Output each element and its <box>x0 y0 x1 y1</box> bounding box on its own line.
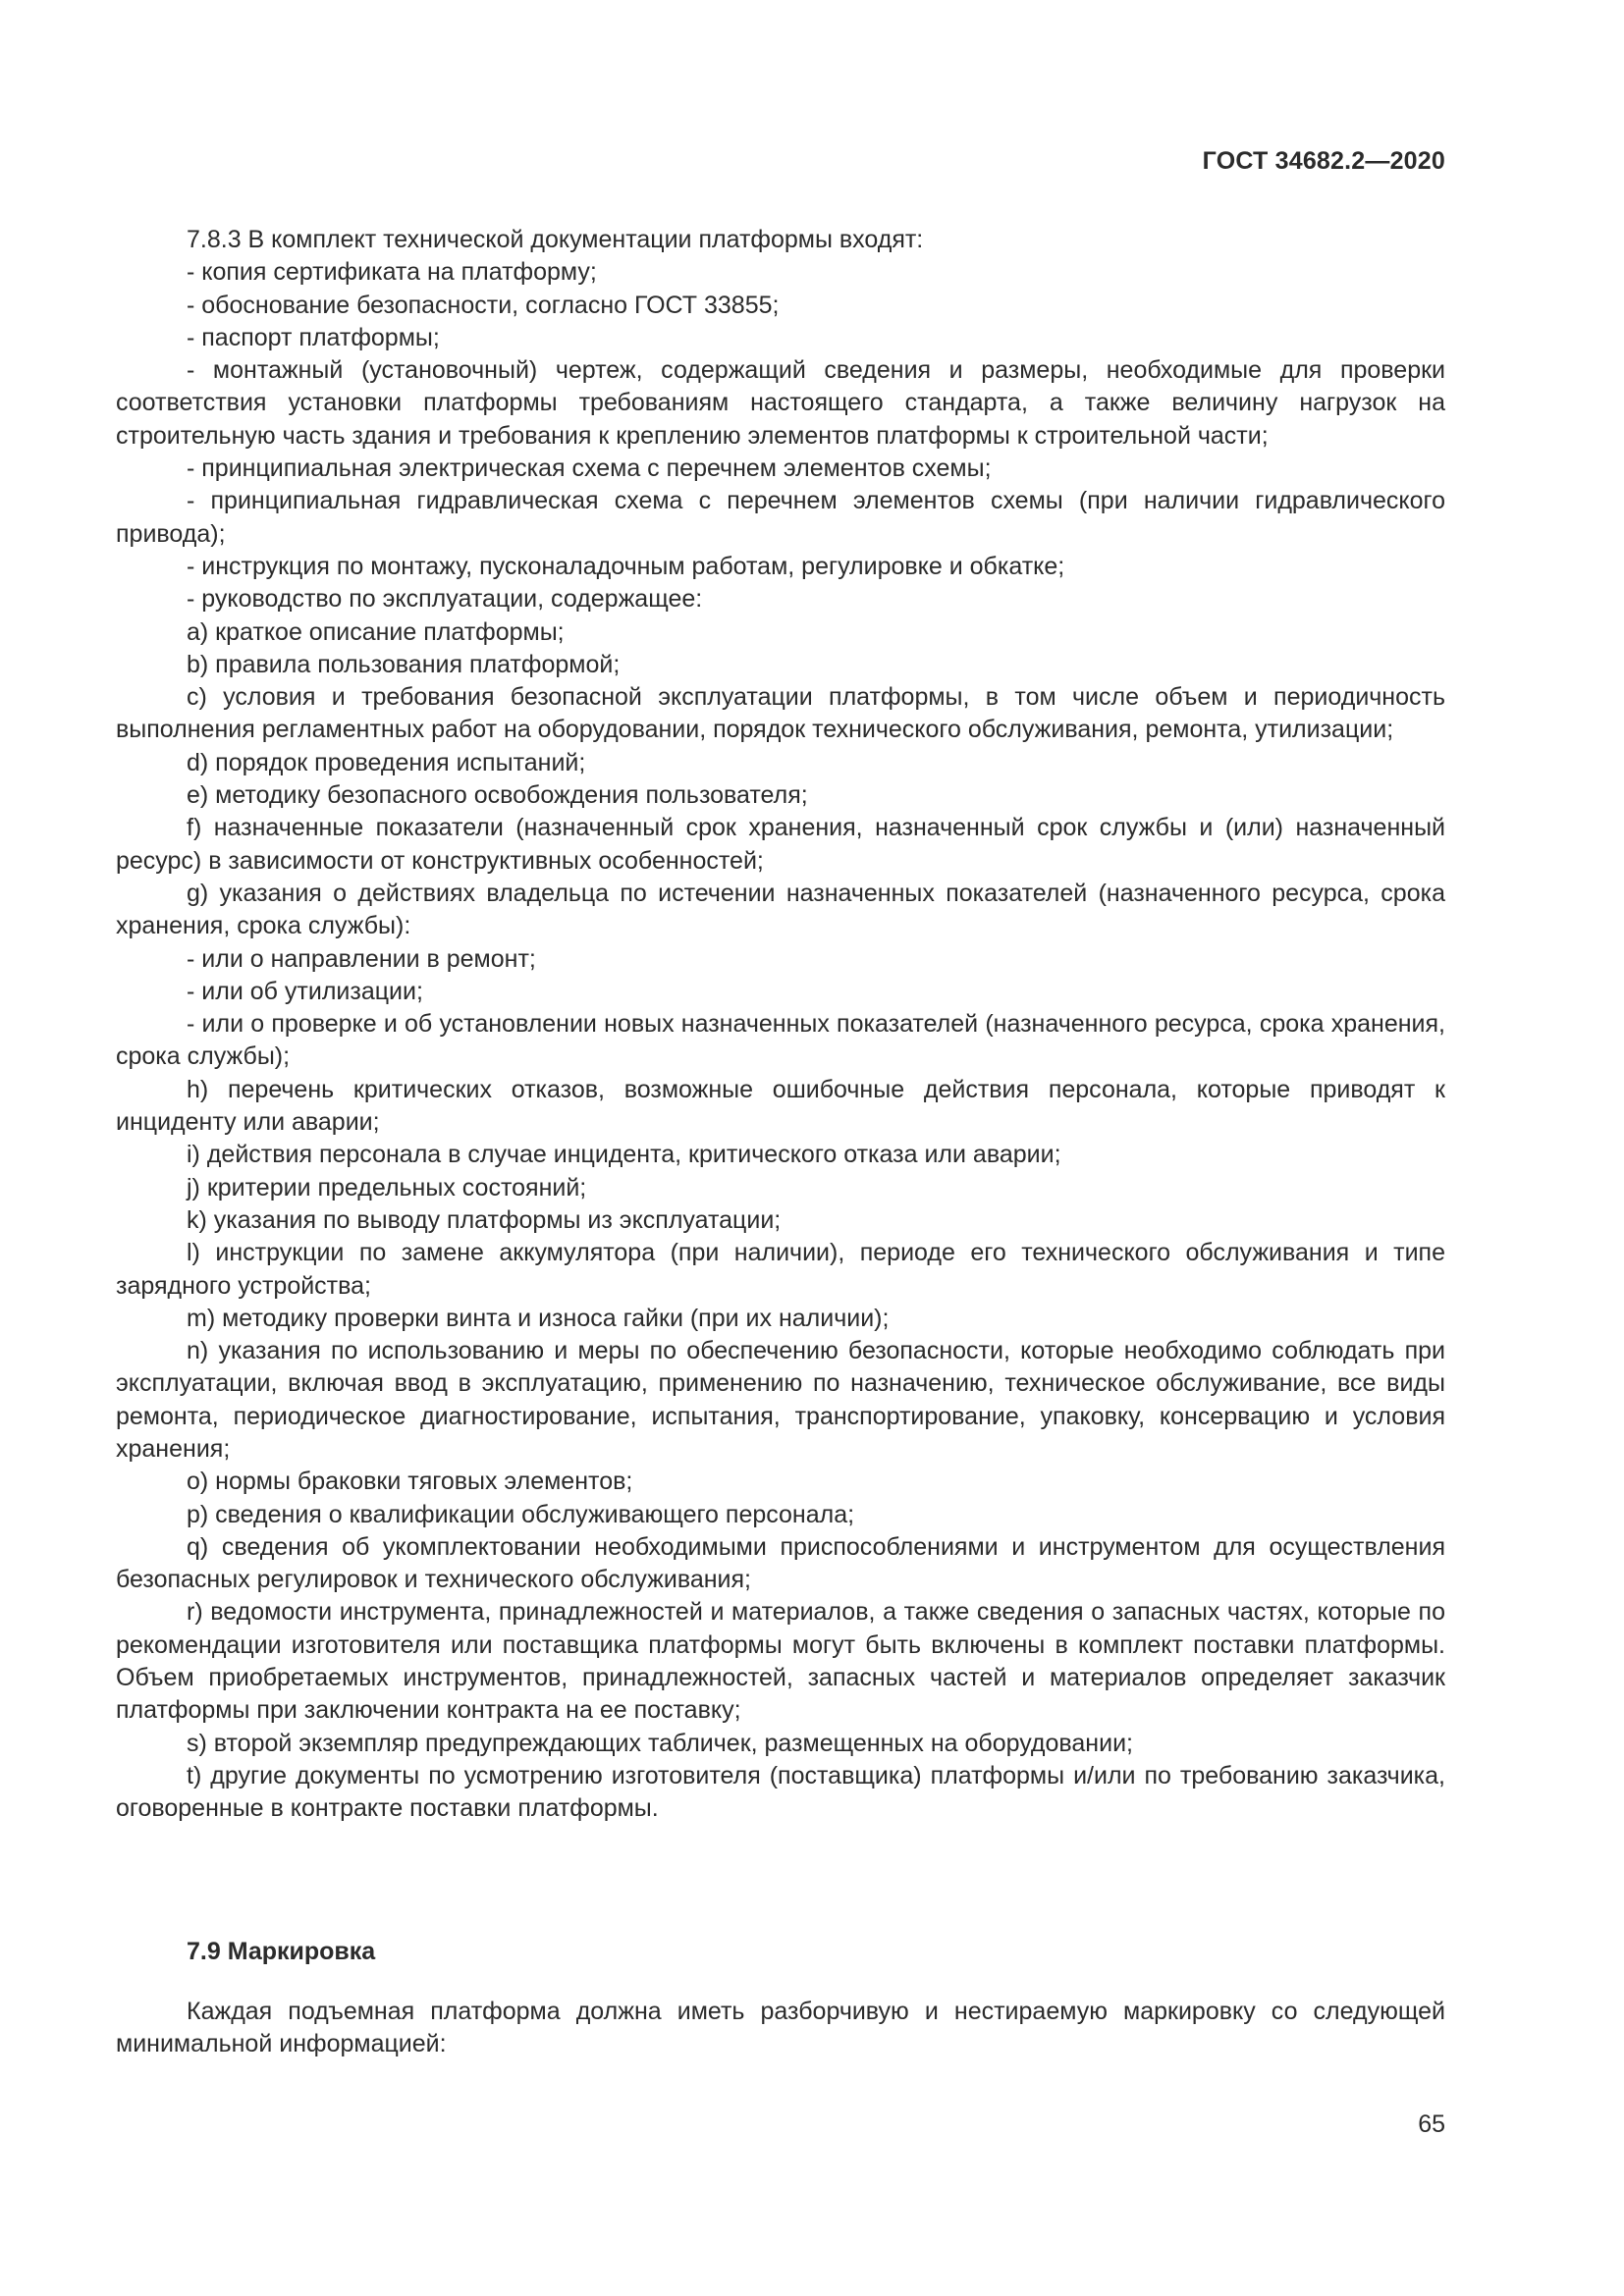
list-item: q) сведения об укомплектовании необходимыми приспособлениями и инструментом для осуществления безопасных регулировок и технического обслуживания; <box>116 1532 1445 1594</box>
list-item: a) краткое описание платформы; <box>187 617 565 646</box>
list-item: s) второй экземпляр предупреждающих табличек, размещенных на оборудовании; <box>187 1729 1133 1757</box>
section-title: 7.9 Маркировка <box>187 1938 376 1965</box>
list-item: c) условия и требования безопасной эксплуатации платформы, в том числе объем и периодичность выполнения регламентных работ на оборудовании, порядок технического обслуживания, ремонта, утилизации; <box>116 683 1445 744</box>
document-code: ГОСТ 34682.2—2020 <box>1202 147 1445 175</box>
list-item: g) указания о действиях владельца по истечении назначенных показателей (назначенного ресурса, срока хранения, срока службы): <box>116 879 1445 940</box>
list-item: l) инструкции по замене аккумулятора (при наличии), периоде его технического обслуживания и типе зарядного устройства; <box>116 1239 1445 1300</box>
list-item: t) другие документы по усмотрению изготовителя (поставщика) платформы и/или по требованию заказчика, оговоренные в контракте поставки платформы. <box>116 1761 1445 1823</box>
list-item: e) методику безопасного освобождения пользователя; <box>187 781 808 810</box>
list-item: h) перечень критических отказов, возможные ошибочные действия персонала, которые приводят к инциденту или аварии; <box>116 1075 1445 1137</box>
list-item: - монтажный (установочный) чертеж, содержащий сведения и размеры, необходимые для проверки соответствия установки платформы требованиям настоящего стандарта, а также величину нагрузок на строительную часть здания и требования к креплению элементов платформы к строительной части; <box>116 356 1445 450</box>
list-item: - принципиальная гидравлическая схема с перечнем элементов схемы (при наличии гидравлического привода); <box>116 487 1445 548</box>
section-paragraph: Каждая подъемная платформа должна иметь разборчивую и нестираемую маркировку со следующей минимальной информацией: <box>116 1998 1445 2058</box>
list-item: - копия сертификата на платформу; <box>187 258 597 287</box>
paragraph-7-8-3: 7.8.3 В комплект технической документации платформы входят: <box>187 226 924 253</box>
list-item: b) правила пользования платформой; <box>187 650 621 678</box>
list-item: - или о проверке и об установлении новых назначенных показателей (назначенного ресурса, срока хранения, срока службы); <box>116 1010 1445 1071</box>
list-item: n) указания по использованию и меры по обеспечению безопасности, которые необходимо соблюдать при эксплуатации, включая ввод в эксплуатацию, применению по назначению, техническое обслуживание, все виды ремонта, периодическое диагностирование, испытания, транспортирование, упаковку, консервацию и условия хранения; <box>116 1337 1445 1463</box>
list-item: d) порядок проведения испытаний; <box>187 748 586 776</box>
list-item: - инструкция по монтажу, пусконаладочным работам, регулировке и обкатке; <box>187 552 1065 580</box>
list-item: - паспорт платформы; <box>187 323 440 351</box>
list-item: - или об утилизации; <box>187 977 423 1005</box>
list-item: k) указания по выводу платформы из эксплуатации; <box>187 1205 782 1234</box>
list-item: - или о направлении в ремонт; <box>187 944 536 973</box>
list-item: p) сведения о квалификации обслуживающего персонала; <box>187 1500 855 1528</box>
list-item: j) критерии предельных состояний; <box>187 1173 587 1201</box>
page-number: 65 <box>1418 2110 1445 2138</box>
list-item: r) ведомости инструмента, принадлежностей и материалов, а также сведения о запасных частях, которые по рекомендации изготовителя или поставщика платформы могут быть включены в комплект поставки платформы. Объем приобретаемых инструментов, принадлежностей, запасных частей и материалов определяет заказчик платформы при заключении контракта на ее поставку; <box>116 1598 1445 1725</box>
document-body <box>116 224 1445 1826</box>
list-item: - обоснование безопасности, согласно ГОСТ 33855; <box>187 291 780 319</box>
list-item: i) действия персонала в случае инцидента, критического отказа или аварии; <box>187 1141 1061 1169</box>
list-item: - принципиальная электрическая схема с перечнем элементов схемы; <box>187 454 992 483</box>
list-item: m) методику проверки винта и износа гайки (при их наличии); <box>187 1304 890 1332</box>
section-body <box>116 1996 1445 2061</box>
list-item: f) назначенные показатели (назначенный срок хранения, назначенный срок службы и (или) назначенный ресурс) в зависимости от конструктивных особенностей; <box>116 814 1445 875</box>
list-item: o) нормы браковки тяговых элементов; <box>187 1468 633 1496</box>
list-item: - руководство по эксплуатации, содержащее: <box>187 585 703 614</box>
